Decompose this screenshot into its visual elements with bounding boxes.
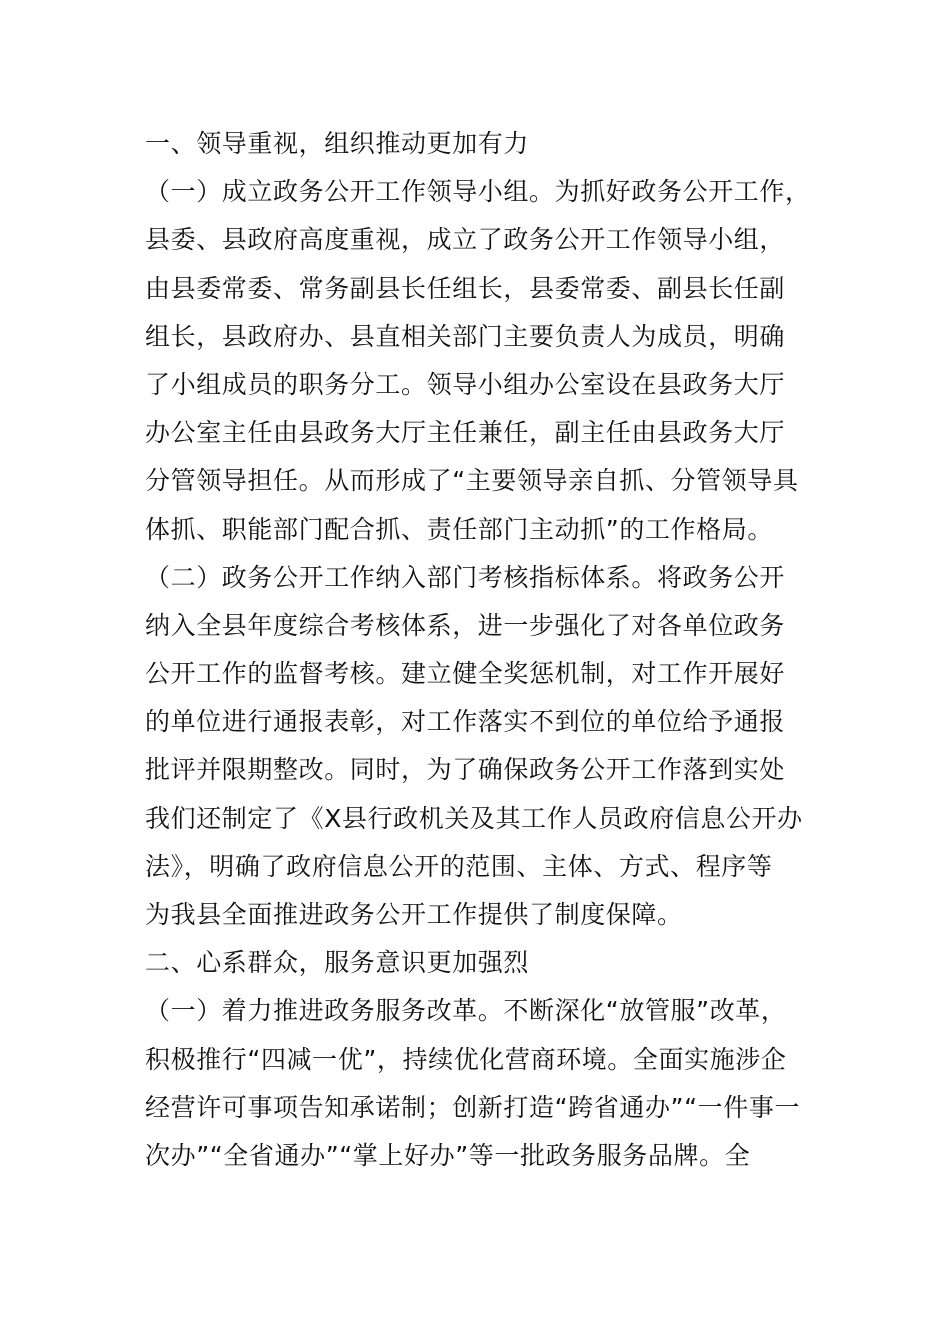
paragraph-line: 公开工作的监督考核。建立健全奖惩机制，对工作开展好	[145, 659, 786, 689]
paragraph-line: （二）政务公开工作纳入部门考核指标体系。将政务公开	[145, 562, 786, 592]
section-heading-2: 二、心系群众，服务意识更加强烈	[145, 948, 530, 978]
section-heading-1: 一、领导重视，组织推动更加有力	[145, 129, 530, 158]
paragraph-line: 分管领导担任。从而形成了“主要领导亲自抓、分管领导具	[145, 466, 799, 496]
paragraph-line: （一）成立政务公开工作领导小组。为抓好政务公开工作，	[145, 177, 811, 207]
paragraph-line: 的单位进行通报表彰，对工作落实不到位的单位给予通报	[145, 707, 786, 737]
paragraph-line: 了小组成员的职务分工。领导小组办公室设在县政务大厅	[145, 369, 786, 399]
paragraph-line: 纳入全县年度综合考核体系，进一步强化了对各单位政务	[145, 610, 786, 640]
paragraph-line: （一）着力推进政务服务改革。不断深化“放管服”改革，	[145, 996, 787, 1026]
document-body	[145, 120, 835, 1180]
paragraph-line: 组长，县政府办、县直相关部门主要负责人为成员，明确	[145, 321, 786, 351]
paragraph-line: 批评并限期整改。同时，为了确保政务公开工作落到实处	[145, 755, 786, 785]
paragraph-line: 积极推行“四减一优”，持续优化营商环境。全面实施涉企	[145, 1044, 787, 1074]
paragraph-line: 办公室主任由县政务大厅主任兼任，副主任由县政务大厅	[145, 418, 786, 448]
paragraph-line: 由县委常委、常务副县长任组长，县委常委、副县长任副	[145, 273, 786, 303]
paragraph-line: 次办”“全省通办”“掌上好办”等一批政务服务品牌。全	[145, 1140, 751, 1170]
paragraph-line: 为我县全面推进政务公开工作提供了制度保障。	[145, 900, 683, 929]
paragraph-line: 体抓、职能部门配合抓、责任部门主动抓”的工作格局。	[145, 514, 773, 544]
paragraph-line: 法》，明确了政府信息公开的范围、主体、方式、程序等	[145, 851, 773, 881]
paragraph-line: 县委、县政府高度重视，成立了政务公开工作领导小组，	[145, 225, 786, 255]
paragraph-line: 我们还制定了《X县行政机关及其工作人员政府信息公开办	[145, 803, 803, 833]
paragraph-line: 经营许可事项告知承诺制；创新打造“跨省通办”“一件事一	[145, 1092, 801, 1122]
